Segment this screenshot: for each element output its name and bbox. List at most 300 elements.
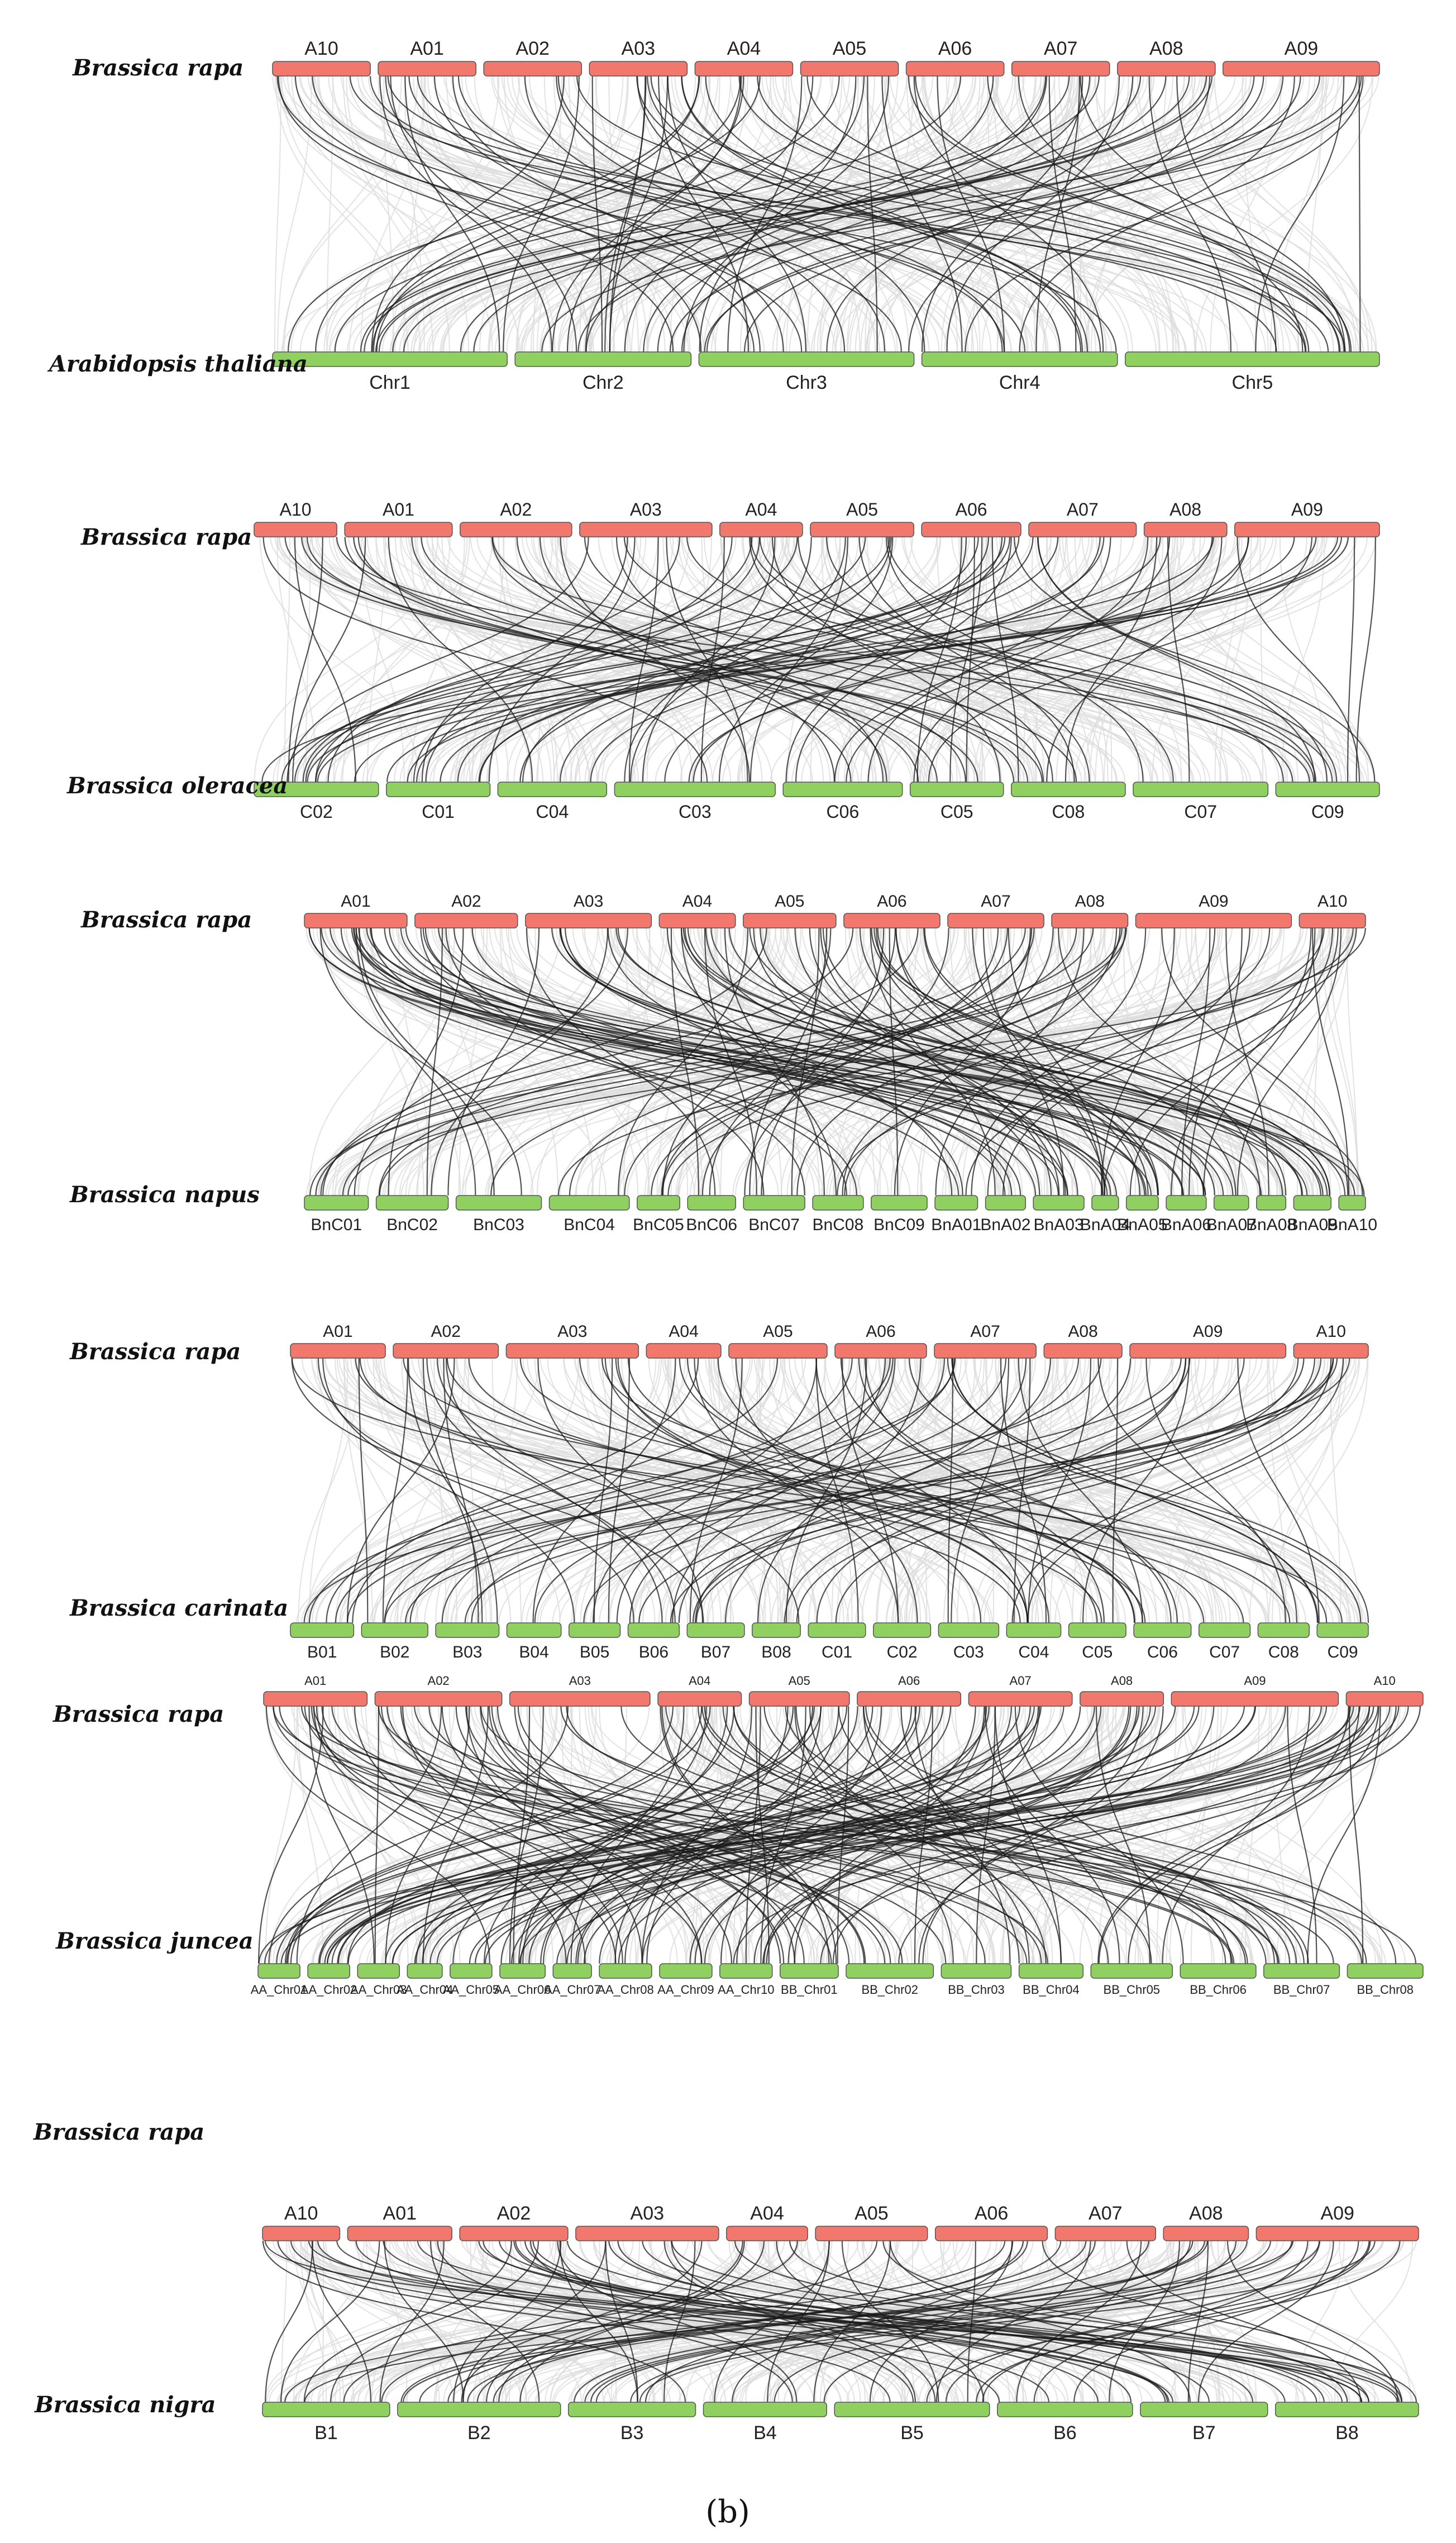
top-chromosome-label: A09 (1193, 1322, 1223, 1341)
top-chromosome-bar (273, 61, 370, 76)
top-chromosome-bar (935, 2226, 1048, 2241)
bottom-chromosome-bar (871, 1196, 927, 1210)
top-chromosome-bar (1293, 1344, 1368, 1358)
background-links (261, 1706, 1420, 1964)
top-chromosome-bar (1299, 913, 1366, 928)
top-chromosome-label: A03 (573, 892, 604, 911)
top-chromosome-bar (1044, 1344, 1122, 1358)
bottom-chromosome-label: B01 (307, 1643, 337, 1661)
top-chromosome-label: A09 (1320, 2203, 1354, 2224)
top-chromosome-label: A01 (341, 892, 371, 911)
bottom-chromosome-bar (1199, 1623, 1250, 1637)
top-chromosome-label: A03 (630, 2203, 665, 2224)
bottom-chromosome-label: BB_Chr08 (1357, 1983, 1414, 1997)
bottom-species-label: Brassica napus (70, 1182, 260, 1208)
bottom-chromosome-bar (1180, 1964, 1256, 1978)
bottom-chromosome-label: BnC09 (873, 1216, 925, 1234)
top-chromosome-bar (1144, 522, 1227, 537)
top-chromosome-label: A05 (775, 892, 805, 911)
bottom-chromosome-label: BnA10 (1327, 1216, 1378, 1234)
bottom-chromosome-label: AA_Chr01 (250, 1983, 308, 1997)
top-chromosome-bar (1118, 61, 1215, 76)
top-chromosome-label: A09 (1199, 892, 1229, 911)
top-chromosome-label: A02 (451, 892, 481, 911)
top-chromosome-label: A07 (1043, 38, 1078, 59)
background-link (1280, 537, 1327, 782)
bottom-chromosome-bar (507, 1623, 561, 1637)
bottom-chromosome-bar (436, 1623, 499, 1637)
bottom-chromosome-label: BnA01 (931, 1216, 982, 1234)
bottom-chromosome-label: BnA08 (1246, 1216, 1297, 1234)
bottom-species-label: Brassica oleracea (67, 773, 288, 799)
bottom-chromosome-label: B5 (900, 2422, 924, 2444)
bottom-chromosome-bar (1257, 1196, 1286, 1210)
syntenic-links (278, 76, 1363, 352)
bottom-chromosome-label: BB_Chr02 (861, 1983, 918, 1997)
top-chromosome-label: A04 (727, 38, 761, 59)
top-chromosome-bar (415, 913, 518, 928)
top-chromosome-bar (743, 913, 836, 928)
bottom-chromosome-label: Chr5 (1231, 372, 1273, 393)
synteny-panel (66, 499, 1379, 822)
bottom-chromosome-label: Chr4 (999, 372, 1040, 393)
bottom-chromosome-bar (1011, 782, 1125, 797)
background-link (973, 1358, 1290, 1623)
bottom-chromosome-bar (1019, 1964, 1083, 1978)
top-chromosome-label: A01 (304, 1674, 327, 1688)
background-link (278, 76, 311, 352)
bottom-chromosome-bar (808, 1623, 866, 1637)
top-chromosome-label: A01 (410, 38, 444, 59)
syntenic-link (883, 2241, 1347, 2402)
bottom-chromosome-label: BnC05 (633, 1216, 684, 1234)
bottom-chromosome-bar (1347, 1964, 1423, 1978)
top-chromosome-label: A04 (689, 1674, 711, 1688)
bottom-chromosome-label: Chr2 (582, 372, 624, 393)
top-chromosome-bar (922, 522, 1021, 537)
bottom-chromosome-bar (935, 1196, 977, 1210)
syntenic-link (1130, 928, 1338, 1196)
bottom-chromosome-bar (1126, 1196, 1158, 1210)
bottom-chromosome-label: C06 (826, 802, 860, 822)
top-chromosome-label: A04 (750, 2203, 784, 2224)
bottom-chromosome-bar (687, 1623, 744, 1637)
bottom-chromosome-label: C08 (1268, 1643, 1299, 1661)
top-chromosome-label: A03 (621, 38, 656, 59)
bottom-chromosome-bar (498, 782, 607, 797)
top-species-label: Brassica rapa (53, 1701, 225, 1727)
bottom-chromosome-label: Chr1 (369, 372, 410, 393)
figure-caption: (b) (705, 2494, 750, 2530)
bottom-chromosome-label: B03 (452, 1643, 483, 1661)
bottom-chromosome-label: B2 (467, 2422, 491, 2444)
bottom-chromosome-label: BnA05 (1117, 1216, 1168, 1234)
bottom-chromosome-bar (500, 1964, 545, 1978)
synteny-panel (47, 38, 1379, 393)
top-chromosome-bar (1055, 2226, 1156, 2241)
bottom-chromosome-label: BB_Chr01 (781, 1983, 838, 1997)
top-chromosome-label: A05 (854, 2203, 889, 2224)
bottom-chromosome-bar (720, 1964, 772, 1978)
background-link (1106, 1706, 1323, 1964)
synteny-panel (69, 1322, 1368, 1661)
top-chromosome-bar (1052, 913, 1128, 928)
bottom-chromosome-bar (569, 2402, 696, 2417)
bottom-chromosome-label: BB_Chr05 (1103, 1983, 1161, 1997)
top-chromosome-bar (727, 2226, 808, 2241)
top-chromosome-label: A08 (1189, 2203, 1223, 2224)
bottom-chromosome-label: BB_Chr07 (1273, 1983, 1330, 1997)
top-chromosome-bar (750, 1692, 849, 1706)
bottom-chromosome-label: C07 (1209, 1643, 1240, 1661)
top-chromosome-label: A06 (974, 2203, 1009, 2224)
bottom-chromosome-bar (628, 1623, 680, 1637)
top-chromosome-label: A07 (981, 892, 1011, 911)
top-chromosome-bar (1346, 1692, 1423, 1706)
bottom-chromosome-bar (660, 1964, 712, 1978)
top-species-label: Brassica rapa (70, 1339, 241, 1365)
top-chromosome-bar (264, 1692, 367, 1706)
background-link (422, 1358, 457, 1623)
bottom-chromosome-bar (1125, 352, 1379, 366)
top-chromosome-label: A09 (1244, 1674, 1266, 1688)
top-chromosome-label: A07 (1009, 1674, 1032, 1688)
bottom-chromosome-label: B1 (314, 2422, 338, 2444)
bottom-species-label: Brassica carinata (70, 1595, 289, 1621)
top-chromosome-bar (1235, 522, 1379, 537)
top-chromosome-bar (646, 1344, 721, 1358)
bottom-chromosome-label: B3 (620, 2422, 644, 2444)
top-chromosome-bar (506, 1344, 638, 1358)
bottom-chromosome-bar (290, 1623, 354, 1637)
top-chromosome-label: A10 (304, 38, 338, 59)
bottom-chromosome-label: AA_Chr02 (300, 1983, 357, 1997)
bottom-chromosome-bar (550, 1196, 629, 1210)
bottom-chromosome-label: B06 (638, 1643, 669, 1661)
top-chromosome-bar (934, 1344, 1036, 1358)
bottom-chromosome-label: BnA03 (1033, 1216, 1084, 1234)
bottom-chromosome-label: BB_Chr04 (1023, 1983, 1080, 1997)
top-chromosome-label: A06 (877, 892, 907, 911)
bottom-chromosome-label: Chr3 (786, 372, 827, 393)
top-chromosome-bar (659, 913, 736, 928)
top-chromosome-bar (460, 522, 572, 537)
bottom-chromosome-label: BnA06 (1161, 1216, 1211, 1234)
bottom-chromosome-bar (780, 1964, 838, 1978)
bottom-chromosome-label: BnC03 (473, 1216, 524, 1234)
bottom-chromosome-bar (1134, 1623, 1191, 1637)
background-link (1167, 537, 1298, 782)
bottom-chromosome-label: C07 (1184, 802, 1218, 822)
top-chromosome-bar (576, 2226, 719, 2241)
bottom-chromosome-bar (743, 1196, 805, 1210)
bottom-chromosome-label: C04 (536, 802, 569, 822)
top-chromosome-bar (304, 913, 407, 928)
top-chromosome-label: A08 (1111, 1674, 1133, 1688)
top-chromosome-label: A10 (1316, 1322, 1346, 1341)
bottom-chromosome-label: C09 (1327, 1643, 1358, 1661)
bottom-chromosome-label: BnA04 (1080, 1216, 1130, 1234)
bottom-chromosome-label: AA_Chr09 (657, 1983, 714, 1997)
top-chromosome-bar (695, 61, 793, 76)
top-chromosome-bar (658, 1692, 742, 1706)
top-chromosome-label: A06 (866, 1322, 896, 1341)
bottom-chromosome-bar (361, 1623, 428, 1637)
top-chromosome-bar (526, 913, 652, 928)
bottom-chromosome-bar (1214, 1196, 1249, 1210)
bottom-chromosome-label: BB_Chr06 (1190, 1983, 1247, 1997)
bottom-chromosome-label: BnC07 (748, 1216, 800, 1234)
bottom-chromosome-bar (553, 1964, 591, 1978)
top-chromosome-bar (484, 61, 581, 76)
bottom-chromosome-label: B4 (753, 2422, 777, 2444)
bottom-chromosome-bar (1133, 782, 1268, 797)
top-chromosome-bar (345, 522, 452, 537)
bottom-chromosome-bar (1339, 1196, 1366, 1210)
top-chromosome-bar (1130, 1344, 1286, 1358)
top-chromosome-label: A09 (1291, 499, 1323, 520)
bottom-chromosome-label: BnA07 (1206, 1216, 1257, 1234)
bottom-species-label: Brassica nigra (35, 2392, 216, 2418)
bottom-chromosome-label: C06 (1147, 1643, 1178, 1661)
background-link (285, 537, 290, 782)
top-chromosome-bar (254, 522, 337, 537)
bottom-chromosome-bar (599, 1964, 652, 1978)
top-chromosome-label: A02 (427, 1674, 450, 1688)
bottom-chromosome-label: B6 (1053, 2422, 1077, 2444)
top-chromosome-bar (262, 2226, 340, 2241)
bottom-chromosome-bar (304, 1196, 369, 1210)
bottom-chromosome-bar (834, 2402, 990, 2417)
top-chromosome-label: A02 (515, 38, 550, 59)
background-link (370, 928, 695, 1196)
top-chromosome-label: A09 (1284, 38, 1319, 59)
top-chromosome-label: A05 (846, 499, 879, 520)
top-chromosome-label: A08 (1075, 892, 1105, 911)
bottom-chromosome-bar (262, 2402, 390, 2417)
top-chromosome-bar (393, 1344, 498, 1358)
top-chromosome-label: A10 (284, 2203, 318, 2224)
bottom-chromosome-label: C01 (821, 1643, 853, 1661)
top-chromosome-bar (1136, 913, 1292, 928)
syntenic-link (1359, 76, 1360, 352)
bottom-chromosome-label: BnC04 (564, 1216, 615, 1234)
top-chromosome-label: A03 (569, 1674, 591, 1688)
top-chromosome-bar (1256, 2226, 1419, 2241)
bottom-chromosome-bar (922, 352, 1118, 366)
background-link (927, 537, 1066, 782)
top-chromosome-label: A04 (682, 892, 713, 911)
top-chromosome-label: A05 (763, 1322, 793, 1341)
top-species-label: Brassica rapa (73, 55, 244, 81)
top-chromosome-label: A07 (1089, 2203, 1123, 2224)
bottom-chromosome-bar (1069, 1623, 1126, 1637)
bottom-chromosome-bar (515, 352, 691, 366)
top-chromosome-label: A01 (323, 1322, 353, 1341)
bottom-species-label: Arabidopsis thaliana (49, 351, 308, 377)
background-link (1330, 928, 1359, 1196)
synteny-panel (33, 2119, 1419, 2444)
bottom-chromosome-bar (1276, 782, 1379, 797)
top-chromosome-label: A04 (745, 499, 777, 520)
bottom-chromosome-bar (357, 1964, 399, 1978)
top-chromosome-bar (857, 1692, 961, 1706)
top-chromosome-label: A01 (383, 2203, 417, 2224)
bottom-chromosome-bar (1140, 2402, 1268, 2417)
bottom-chromosome-bar (1258, 1623, 1309, 1637)
top-chromosome-bar (1163, 2226, 1248, 2241)
top-chromosome-bar (1080, 1692, 1164, 1706)
bottom-chromosome-bar (910, 782, 1004, 797)
bottom-chromosome-label: B04 (519, 1643, 549, 1661)
bottom-chromosome-bar (1317, 1623, 1368, 1637)
top-chromosome-label: A02 (497, 2203, 531, 2224)
bottom-chromosome-label: BB_Chr03 (948, 1983, 1005, 1997)
bottom-chromosome-bar (699, 352, 914, 366)
top-chromosome-bar (1171, 1692, 1338, 1706)
top-chromosome-label: A08 (1068, 1322, 1098, 1341)
top-chromosome-bar (290, 1344, 385, 1358)
bottom-chromosome-bar (1091, 1964, 1172, 1978)
bottom-chromosome-label: C03 (953, 1643, 984, 1661)
bottom-chromosome-bar (1276, 2402, 1419, 2417)
top-chromosome-label: A05 (832, 38, 867, 59)
bottom-chromosome-label: BnA09 (1287, 1216, 1338, 1234)
top-chromosome-label: A06 (898, 1674, 920, 1688)
top-chromosome-label: A08 (1149, 38, 1183, 59)
bottom-chromosome-bar (258, 1964, 300, 1978)
bottom-chromosome-bar (941, 1964, 1011, 1978)
bottom-chromosome-label: BnC02 (386, 1216, 438, 1234)
bottom-chromosome-label: C01 (422, 802, 455, 822)
top-chromosome-bar (1029, 522, 1137, 537)
background-link (988, 76, 997, 352)
top-chromosome-bar (460, 2226, 568, 2241)
bottom-chromosome-bar (1264, 1964, 1340, 1978)
background-link (1193, 537, 1369, 782)
top-chromosome-label: A10 (1317, 892, 1348, 911)
top-chromosome-bar (844, 913, 940, 928)
bottom-chromosome-label: AA_Chr10 (718, 1983, 775, 1997)
top-chromosome-label: A07 (970, 1322, 1000, 1341)
bottom-chromosome-label: C05 (940, 802, 973, 822)
top-chromosome-bar (1012, 61, 1110, 76)
bottom-chromosome-label: AA_Chr06 (494, 1983, 551, 1997)
bottom-chromosome-bar (986, 1196, 1026, 1210)
top-chromosome-bar (720, 522, 803, 537)
top-chromosome-bar (906, 61, 1004, 76)
bottom-chromosome-bar (1033, 1196, 1084, 1210)
top-species-label: Brassica rapa (81, 524, 252, 550)
top-chromosome-bar (968, 1692, 1072, 1706)
bottom-chromosome-bar (704, 2402, 827, 2417)
bottom-chromosome-label: B8 (1335, 2422, 1359, 2444)
top-chromosome-label: A05 (788, 1674, 810, 1688)
bottom-chromosome-bar (813, 1196, 863, 1210)
bottom-chromosome-label: C05 (1082, 1643, 1113, 1661)
top-chromosome-label: A01 (383, 499, 414, 520)
bottom-chromosome-bar (938, 1623, 999, 1637)
bottom-chromosome-bar (873, 1623, 931, 1637)
bottom-chromosome-label: AA_Chr07 (543, 1983, 601, 1997)
top-chromosome-label: A06 (955, 499, 987, 520)
top-chromosome-label: A08 (1169, 499, 1202, 520)
top-chromosome-label: A04 (669, 1322, 699, 1341)
bottom-chromosome-bar (450, 1964, 492, 1978)
bottom-chromosome-bar (308, 1964, 350, 1978)
bottom-chromosome-bar (783, 782, 903, 797)
top-chromosome-label: A07 (1066, 499, 1099, 520)
synteny-panel (52, 1674, 1423, 1997)
bottom-chromosome-bar (273, 352, 507, 366)
top-chromosome-bar (580, 522, 712, 537)
bottom-chromosome-label: C03 (678, 802, 712, 822)
top-species-label: Brassica rapa (81, 907, 252, 933)
top-chromosome-bar (589, 61, 687, 76)
bottom-chromosome-bar (456, 1196, 542, 1210)
bottom-chromosome-bar (614, 782, 775, 797)
top-chromosome-bar (378, 61, 476, 76)
bottom-chromosome-label: C09 (1311, 802, 1344, 822)
bottom-chromosome-bar (407, 1964, 442, 1978)
bottom-chromosome-label: AA_Chr08 (597, 1983, 654, 1997)
bottom-chromosome-bar (398, 2402, 561, 2417)
bottom-chromosome-bar (376, 1196, 448, 1210)
bottom-chromosome-label: B07 (700, 1643, 731, 1661)
bottom-chromosome-label: C02 (886, 1643, 918, 1661)
bottom-species-label: Brassica juncea (56, 1928, 254, 1954)
top-chromosome-label: A10 (1373, 1674, 1396, 1688)
bottom-chromosome-label: B7 (1192, 2422, 1216, 2444)
bottom-chromosome-bar (1166, 1196, 1206, 1210)
syntenic-link (1177, 76, 1276, 352)
top-chromosome-bar (815, 2226, 928, 2241)
top-chromosome-bar (835, 1344, 927, 1358)
top-chromosome-bar (948, 913, 1044, 928)
bottom-chromosome-bar (688, 1196, 736, 1210)
top-chromosome-bar (347, 2226, 452, 2241)
bottom-chromosome-bar (637, 1196, 680, 1210)
top-species-label: Brassica rapa (34, 2119, 205, 2145)
bottom-chromosome-bar (569, 1623, 620, 1637)
bottom-chromosome-label: C08 (1052, 802, 1085, 822)
bottom-chromosome-bar (1092, 1196, 1119, 1210)
bottom-chromosome-label: B02 (380, 1643, 410, 1661)
bottom-chromosome-label: AA_Chr05 (442, 1983, 500, 1997)
top-chromosome-bar (510, 1692, 650, 1706)
bottom-chromosome-label: B08 (761, 1643, 791, 1661)
bottom-chromosome-label: BnC01 (311, 1216, 362, 1234)
top-chromosome-label: A10 (279, 499, 312, 520)
top-chromosome-bar (801, 61, 899, 76)
bottom-chromosome-bar (386, 782, 490, 797)
bottom-chromosome-bar (846, 1964, 933, 1978)
panels-layer (33, 38, 1423, 2444)
bottom-chromosome-label: BnC08 (812, 1216, 864, 1234)
syntenic-link (316, 76, 699, 352)
bottom-chromosome-label: AA_Chr03 (350, 1983, 407, 1997)
top-chromosome-bar (1223, 61, 1379, 76)
bottom-chromosome-label: BnA02 (980, 1216, 1031, 1234)
bottom-chromosome-bar (997, 2402, 1133, 2417)
bottom-chromosome-label: AA_Chr04 (396, 1983, 453, 1997)
top-chromosome-bar (375, 1692, 502, 1706)
bottom-chromosome-label: B05 (579, 1643, 610, 1661)
top-chromosome-label: A02 (500, 499, 532, 520)
top-chromosome-bar (729, 1344, 827, 1358)
bottom-chromosome-bar (752, 1623, 800, 1637)
top-chromosome-bar (810, 522, 914, 537)
